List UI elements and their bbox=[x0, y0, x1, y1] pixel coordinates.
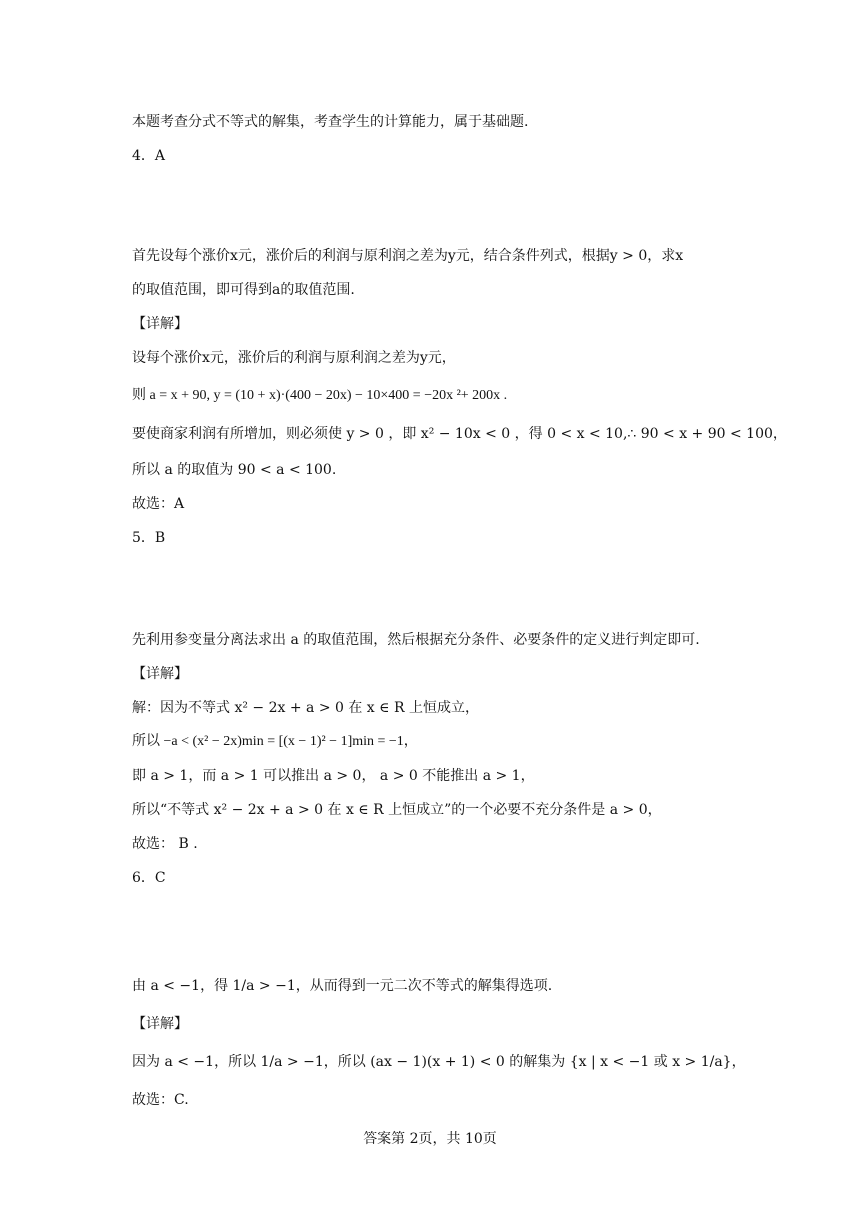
text-line: 首先设每个涨价x元，涨价后的利润与原利润之差为y元，结合条件列式，根据y > 0，求x bbox=[132, 248, 684, 264]
section-heading: 【详解】 bbox=[132, 316, 188, 332]
section-heading: 【详解】 bbox=[132, 1016, 188, 1032]
text-line: 所以“不等式 x² − 2x + a > 0 在 x ∈ R 上恒成立”的一个必要不充分条件是 a > 0， bbox=[132, 802, 662, 818]
answer-label: 5．B bbox=[132, 530, 166, 546]
formula-line: 所以 −a < (x² − 2x)min = [(x − 1)² − 1]min = −1， bbox=[132, 734, 418, 749]
text-line: 要使商家利润有所增加，则必须使 y > 0 ，即 x² − 10x < 0 ，得 0 < x < 10,∴ 90 < x + 90 < 100， bbox=[132, 426, 787, 442]
answer-label: 6．C bbox=[132, 870, 166, 886]
text-line: 的取值范围，即可得到a的取值范围. bbox=[132, 282, 355, 298]
formula-line: 则 a = x + 90, y = (10 + x)·(400 − 20x) − 10×400 = −20x ²+ 200x . bbox=[132, 388, 508, 403]
text-line: 故选：A bbox=[132, 496, 185, 512]
text-line: 本题考查分式不等式的解集，考查学生的计算能力，属于基础题. bbox=[132, 114, 529, 130]
page-footer: 答案第 2页，共 10页 bbox=[363, 1131, 497, 1147]
text-line: 解：因为不等式 x² − 2x + a > 0 在 x ∈ R 上恒成立， bbox=[132, 700, 479, 716]
text-line: 因为 a < −1，所以 1/a > −1，所以 (ax − 1)(x + 1) < 0 的解集为 {x | x < −1 或 x > 1/a}， bbox=[132, 1054, 746, 1070]
answer-label: 4．A bbox=[132, 148, 166, 164]
text-line: 先利用参变量分离法求出 a 的取值范围，然后根据充分条件、必要条件的定义进行判定即可. bbox=[132, 632, 700, 648]
text-line: 即 a > 1，而 a > 1 可以推出 a > 0， a > 0 不能推出 a > 1， bbox=[132, 768, 535, 784]
text-line: 故选： B . bbox=[132, 836, 198, 852]
text-line: 由 a < −1，得 1/a > −1，从而得到一元二次不等式的解集得选项. bbox=[132, 978, 553, 994]
text-line: 故选：C. bbox=[132, 1092, 189, 1108]
text-line: 所以 a 的取值为 90 < a < 100. bbox=[132, 462, 337, 478]
section-heading: 【详解】 bbox=[132, 666, 188, 682]
text-line: 设每个涨价x元，涨价后的利润与原利润之差为y元， bbox=[132, 350, 456, 366]
